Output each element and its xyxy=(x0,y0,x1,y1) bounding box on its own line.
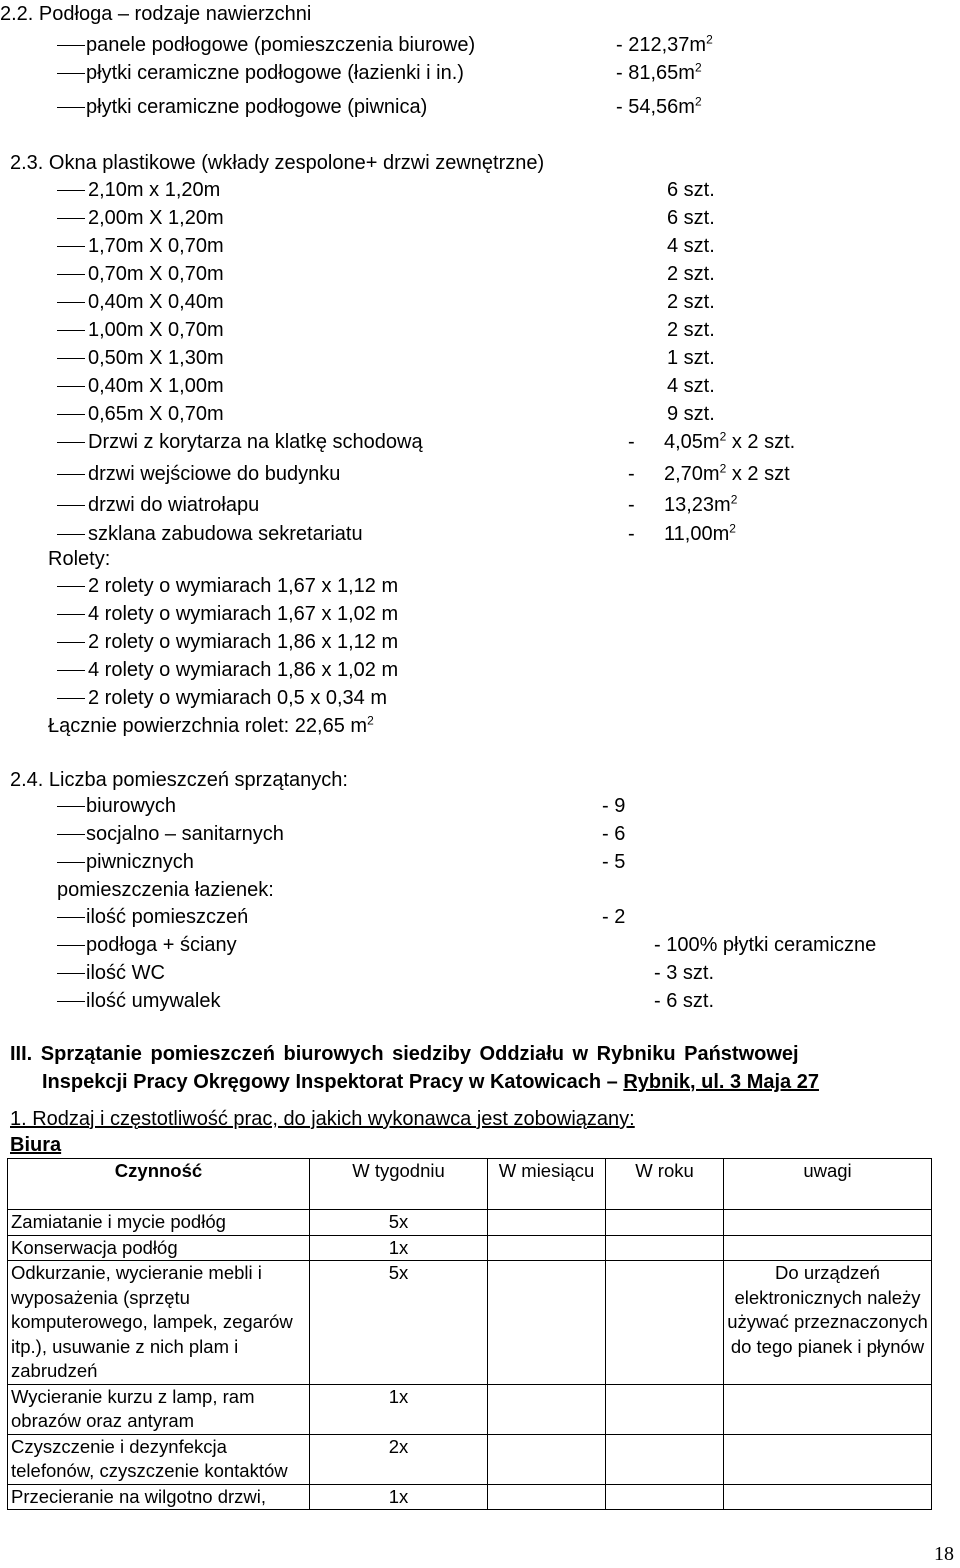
bullet-dash xyxy=(57,945,85,946)
notes-cell xyxy=(724,1235,932,1261)
window-count-value: 9 szt. xyxy=(667,403,715,425)
week-cell: 1x xyxy=(310,1235,488,1261)
location-text: Rybnik, ul. 3 Maja 27 xyxy=(623,1071,819,1093)
door-value: $13,23m^2$ xyxy=(664,492,738,516)
bullet-dash xyxy=(57,670,85,671)
year-cell xyxy=(606,1210,724,1236)
task-cell: Konserwacja podłóg xyxy=(8,1235,310,1261)
window-size-label: 2,00m X 1,20m xyxy=(88,207,224,229)
bullet-dash xyxy=(57,218,85,219)
window-count-value: 6 szt. xyxy=(667,207,715,229)
blind-item: 4 rolety o wymiarach 1,86 x 1,02 m xyxy=(88,659,399,681)
door-value: $4,05m^2$ x 2 szt. xyxy=(664,429,796,453)
week-cell: 1x xyxy=(310,1484,488,1510)
bullet-dash xyxy=(57,614,85,615)
page-number: 18 xyxy=(934,1543,954,1565)
bath-value: - 100% płytki ceramiczne xyxy=(654,934,877,956)
table-row xyxy=(8,1261,932,1385)
header-month: W miesiącu xyxy=(488,1159,606,1210)
bullet-dash xyxy=(57,246,85,247)
door-label: Drzwi z korytarza na klatkę schodową xyxy=(88,431,423,453)
bath-label: ilość WC xyxy=(86,962,165,984)
door-dash: - xyxy=(628,494,635,516)
section3-title xyxy=(10,1040,960,1096)
window-size-label: 0,70m X 0,70m xyxy=(88,263,224,285)
bullet-dash xyxy=(57,302,85,303)
month-cell xyxy=(488,1384,606,1434)
bullet-dash xyxy=(57,642,85,643)
table-header-row xyxy=(8,1159,932,1210)
task-cell: Odkurzanie, wycieranie mebli i wyposażenia (sprzętu komputerowego, lampek, zegarów itp.), usuwanie z nich plam i zabrudzeń xyxy=(8,1261,310,1385)
room-value: - 5 xyxy=(602,851,626,873)
door-dash: - xyxy=(628,431,635,453)
window-size-label: 0,40m X 0,40m xyxy=(88,291,224,313)
bullet-dash xyxy=(57,973,85,974)
bullet-dash xyxy=(57,917,85,918)
month-cell xyxy=(488,1210,606,1236)
floor-item-label: płytki ceramiczne podłogowe (łazienki i in.) xyxy=(86,62,464,84)
bath-value: - 2 xyxy=(602,906,626,928)
table-row xyxy=(8,1210,932,1236)
month-cell xyxy=(488,1484,606,1510)
blind-item: 2 rolety o wymiarach 1,86 x 1,12 m xyxy=(88,631,399,653)
windows-heading: 2.3. Okna plastikowe (wkłady zespolone+ drzwi zewnętrzne) xyxy=(10,152,545,174)
bullet-dash xyxy=(57,862,85,863)
header-year: W roku xyxy=(606,1159,724,1210)
table-row xyxy=(8,1484,932,1510)
bullet-dash xyxy=(57,698,85,699)
notes-cell xyxy=(724,1384,932,1434)
bullet-dash xyxy=(57,190,85,191)
floor-item-value: - $212,37m^2$ xyxy=(616,32,713,56)
blind-item: 2 rolety o wymiarach 1,67 x 1,12 m xyxy=(88,575,399,597)
door-label: szklana zabudowa sekretariatu xyxy=(88,523,363,545)
window-count-value: 1 szt. xyxy=(667,347,715,369)
door-label: drzwi do wiatrołapu xyxy=(88,494,260,516)
door-value: $2,70m^2$ x 2 szt xyxy=(664,461,790,485)
door-label: drzwi wejściowe do budynku xyxy=(88,463,341,485)
year-cell xyxy=(606,1261,724,1385)
door-value: $11,00m^2$ xyxy=(664,521,736,545)
window-count-value: 6 szt. xyxy=(667,179,715,201)
blinds-heading: Rolety: xyxy=(48,548,111,570)
bullet-dash xyxy=(57,442,85,443)
section3-subheading: 1. Rodzaj i częstotliwość prac, do jakich wykonawca jest zobowiązany: xyxy=(10,1108,635,1130)
year-cell xyxy=(606,1434,724,1484)
month-cell xyxy=(488,1235,606,1261)
bullet-dash xyxy=(57,474,85,475)
bullet-dash xyxy=(57,806,85,807)
task-cell: Zamiatanie i mycie podłóg xyxy=(8,1210,310,1236)
week-cell: 2x xyxy=(310,1434,488,1484)
header-task: Czynność xyxy=(8,1159,310,1210)
blind-item: 2 rolety o wymiarach 0,5 x 0,34 m xyxy=(88,687,388,709)
window-count-value: 4 szt. xyxy=(667,235,715,257)
year-cell xyxy=(606,1235,724,1261)
window-size-label: 0,40m X 1,00m xyxy=(88,375,224,397)
bullet-dash xyxy=(57,386,85,387)
floor-item-value: - $81,65m^2$ xyxy=(616,60,702,84)
rooms-heading: 2.4. Liczba pomieszczeń sprzątanych: xyxy=(10,769,348,791)
bullet-dash xyxy=(57,534,85,535)
bullet-dash xyxy=(57,107,85,108)
bath-heading: pomieszczenia łazienek: xyxy=(57,879,274,901)
bullet-dash xyxy=(57,330,85,331)
window-count-value: 2 szt. xyxy=(667,263,715,285)
window-size-label: 2,10m x 1,20m xyxy=(88,179,221,201)
bath-label: podłoga + ściany xyxy=(86,934,237,956)
room-label: biurowych xyxy=(86,795,177,817)
blinds-total: Łącznie powierzchnia rolet: 22,65 $m^2$ xyxy=(48,713,374,737)
bullet-dash xyxy=(57,586,85,587)
room-value: - 6 xyxy=(602,823,626,845)
notes-cell xyxy=(724,1210,932,1236)
window-count-value: 2 szt. xyxy=(667,319,715,341)
table-row xyxy=(8,1235,932,1261)
notes-cell xyxy=(724,1484,932,1510)
floor-item-label: panele podłogowe (pomieszczenia biurowe) xyxy=(86,34,476,56)
room-label: piwnicznych xyxy=(86,851,194,873)
section3-title-line2: Inspekcji Pracy Okręgowy Inspektorat Pracy w Katowicach – Rybnik, ul. 3 Maja 27 xyxy=(42,1071,819,1093)
task-cell: Czyszczenie i dezynfekcja telefonów, czyszczenie kontaktów xyxy=(8,1434,310,1484)
bullet-dash xyxy=(57,1001,85,1002)
bullet-dash xyxy=(57,414,85,415)
notes-cell xyxy=(724,1434,932,1484)
floor-item-label: płytki ceramiczne podłogowe (piwnica) xyxy=(86,96,428,118)
category-label: Biura xyxy=(10,1134,62,1156)
header-notes: uwagi xyxy=(724,1159,932,1210)
window-count-value: 4 szt. xyxy=(667,375,715,397)
task-cell: Wycieranie kurzu z lamp, ram obrazów oraz antyram xyxy=(8,1384,310,1434)
notes-cell: Do urządzeń elektronicznych należy używać przeznaczonych do tego pianek i płynów xyxy=(724,1261,932,1385)
room-value: - 9 xyxy=(602,795,626,817)
bullet-dash xyxy=(57,274,85,275)
window-size-label: 0,50m X 1,30m xyxy=(88,347,224,369)
week-cell: 5x xyxy=(310,1210,488,1236)
bath-label: ilość umywalek xyxy=(86,990,221,1012)
bath-label: ilość pomieszczeń xyxy=(86,906,249,928)
bath-value: - 6 szt. xyxy=(654,990,715,1012)
bullet-dash xyxy=(57,358,85,359)
table-row xyxy=(8,1384,932,1434)
bullet-dash xyxy=(57,73,85,74)
bullet-dash xyxy=(57,505,85,506)
bath-value: - 3 szt. xyxy=(654,962,715,984)
window-size-label: 1,70m X 0,70m xyxy=(88,235,224,257)
year-cell xyxy=(606,1484,724,1510)
door-dash: - xyxy=(628,463,635,485)
year-cell xyxy=(606,1384,724,1434)
blind-item: 4 rolety o wymiarach 1,67 x 1,02 m xyxy=(88,603,399,625)
window-size-label: 1,00m X 0,70m xyxy=(88,319,224,341)
floor-item-value: - $54,56m^2$ xyxy=(616,94,702,118)
header-week: W tygodniu xyxy=(310,1159,488,1210)
week-cell: 5x xyxy=(310,1261,488,1385)
task-cell: Przecieranie na wilgotno drzwi, xyxy=(8,1484,310,1510)
month-cell xyxy=(488,1261,606,1385)
tasks-table xyxy=(7,1158,932,1510)
room-label: socjalno – sanitarnych xyxy=(86,823,284,845)
bullet-dash xyxy=(57,45,85,46)
week-cell: 1x xyxy=(310,1384,488,1434)
month-cell xyxy=(488,1434,606,1484)
bullet-dash xyxy=(57,834,85,835)
floor-heading: 2.2. Podłoga – rodzaje nawierzchni xyxy=(0,3,312,25)
section3-title-line1: III. Sprzątanie pomieszczeń biurowych siedziby Oddziału w Rybniku Państwowej xyxy=(10,1043,799,1065)
table-row xyxy=(8,1434,932,1484)
window-count-value: 2 szt. xyxy=(667,291,715,313)
door-dash: - xyxy=(628,523,635,545)
window-size-label: 0,65m X 0,70m xyxy=(88,403,224,425)
